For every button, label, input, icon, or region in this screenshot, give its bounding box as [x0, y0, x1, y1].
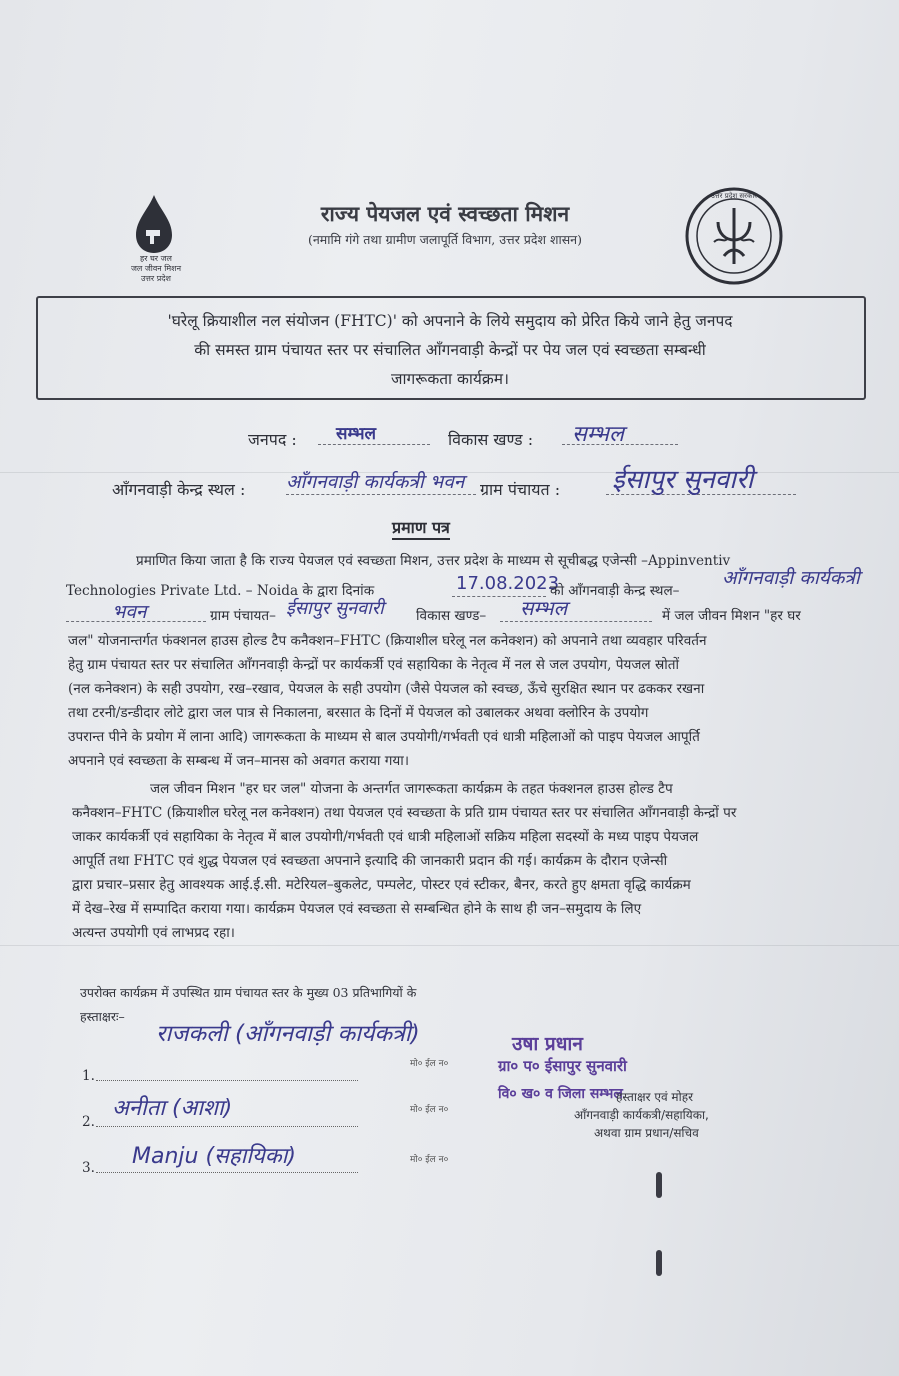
gram-label: ग्राम पंचायत : — [480, 480, 561, 499]
para2-line-6: में देख–रेख में सम्पादित कराया गया। कार्यक्रम पेयजल एवं स्वच्छता से सम्बन्धित होने के साथ ही जन–समुदाय के लिए — [72, 901, 642, 917]
seal-text: उत्तर प्रदेश सरकार — [710, 192, 758, 200]
har-ghar-jal-logo — [118, 190, 208, 283]
kendra-value: आँगनवाड़ी कार्यकत्री भवन — [286, 471, 465, 493]
banner-line-3: जागरूकता कार्यक्रम। — [391, 370, 509, 388]
vikas-khand-label: विकास खण्ड : — [448, 430, 534, 449]
sig-row-1-num: 1. — [82, 1068, 95, 1084]
para1-line-9: अपनाने एवं स्वच्छता के सम्बन्ध में जन–मानस को अवगत कराया गया। — [68, 753, 409, 769]
banner-line-2: की समस्त ग्राम पंचायत स्तर पर संचालित आँगनवाड़ी केन्द्रों पर पेय जल एवं स्वच्छता सम्बन्धी — [194, 341, 706, 359]
punch-hole-1 — [656, 1172, 662, 1198]
logo-left-line-1: हर घर जल — [140, 254, 172, 263]
logo-left-line-2: जल जीवन मिशन — [130, 264, 182, 273]
para1-line-2a: Technologies Private Ltd. – Noida के द्वारा दिनांक — [66, 583, 375, 599]
stamp-line-3: वि० ख० व जिला सम्भल — [498, 1086, 623, 1102]
sig-row-3-num: 3. — [82, 1160, 95, 1176]
para2-line-3: जाकर कार्यकर्त्री एवं सहायिका के नेतृत्व में बाल उपयोगी/गर्भवती एवं धात्री महिलाओं सक्रिय महिला सदस्यों के मध्य पाइप पेयजल — [72, 829, 699, 845]
signatures-intro-2: हस्ताक्षरः– — [80, 1009, 125, 1024]
kendra-handwritten: आँगनवाड़ी कार्यकत्री — [722, 567, 860, 589]
para1-line-3-end: में जल जीवन मिशन "हर घर — [662, 608, 801, 624]
up-government-seal — [684, 186, 784, 286]
signer-line-1: हस्ताक्षर एवं मोहर — [616, 1090, 694, 1104]
sig-row-2-num: 2. — [82, 1114, 95, 1130]
kendra-label: आँगनवाड़ी केन्द्र स्थल : — [112, 480, 246, 499]
para2-line-7: अत्यन्त उपयोगी एवं लाभप्रद रहा। — [72, 925, 235, 941]
para1-line-4: जल" योजनान्तर्गत फंक्शनल हाउस होल्ड टैप कनैक्शन–FHTC (क्रियाशील घरेलू नल कनेक्शन) को अपनाने तथा व्यवहार परिवर्तन — [68, 633, 707, 649]
janpad-label: जनपद : — [248, 430, 297, 449]
gram-value: ईसापुर सुनवारी — [612, 465, 754, 495]
program-banner-text — [60, 307, 840, 394]
banner-line-1: 'घरेलू क्रियाशील नल संयोजन (FHTC)' को अपनाने के लिये समुदाय को प्रेरित किये जाने हेतु जनपद — [167, 312, 733, 330]
para1-line-2b: को आँगनवाड़ी केन्द्र स्थल– — [550, 583, 680, 599]
stamp-line-1: उषा प्रधान — [512, 1033, 583, 1055]
para2-line-1: जल जीवन मिशन "हर घर जल" योजना के अन्तर्गत जागरूकता कार्यक्रम के तहत फंक्शनल हाउस होल्ड टैप — [150, 781, 673, 797]
para2-line-4: आपूर्ति तथा FHTC एवं शुद्ध पेयजल एवं स्वच्छता अपनाने इत्यादि की जानकारी प्रदान की गई। कार्यक्रम के दौरान एजेन्सी — [72, 853, 668, 869]
punch-hole-2 — [656, 1250, 662, 1276]
para1-khand-label: विकास खण्ड– — [416, 608, 487, 624]
sig-row-1-mobile: मो० ईल न० — [410, 1059, 449, 1069]
page-title: राज्य पेयजल एवं स्वच्छता मिशन — [320, 201, 570, 226]
para1-line-7: तथा टरनी/डन्डीदार लोटे द्वारा जल पात्र से निकालना, बरसात के दिनों में पेयजल को उबालकर अथवा क्लोरिन के उपयोग — [68, 705, 649, 721]
para1-line-1: प्रमाणित किया जाता है कि राज्य पेयजल एवं स्वच्छता मिशन, उत्तर प्रदेश के माध्यम से सूचीबद्ध एजेन्सी –Appinventiv — [136, 553, 731, 569]
para1-line-5: हेतु ग्राम पंचायत स्तर पर संचालित आँगनवाड़ी केन्द्रों पर कार्यकर्त्री एवं सहायिका के नेतृत्व में नल से जल उपयोग, पेयजल स्रोतों — [68, 657, 680, 673]
para1-gram-label: ग्राम पंचायत– — [210, 608, 276, 624]
certificate-heading: प्रमाण पत्र — [392, 516, 450, 540]
khand-handwritten: सम्भल — [520, 596, 568, 620]
para1-line-8: उपरान्त पीने के प्रयोग में लाना आदि) जागरूकता के माध्यम से बाल उपयोगी/गर्भवती एवं धात्री महिलाओं को पाइप पेयजल आपूर्ति — [68, 729, 700, 745]
para2-line-5: द्वारा प्रचार–प्रसार हेतु आवश्यक आई.ई.सी. मटेरियल–बुकलेट, पम्पलेट, पोस्टर एवं स्टीकर, बैनर, करते हुए क्षमता वृद्धि कार्यक्रम — [72, 877, 691, 893]
signer-line-2: आँगनवाड़ी कार्यकत्री/सहायिका, — [574, 1108, 709, 1122]
bhavan-handwritten: भवन — [112, 601, 147, 623]
para2-line-2: कनैक्शन–FHTC (क्रियाशील घरेलू नल कनेक्शन) तथा पेयजल एवं स्वच्छता के प्रति ग्राम पंचायत स्तर पर संचालित आँगनवाड़ी केन्द्रों पर — [72, 805, 737, 821]
signature-header-handwriting: राजकली (आँगनवाड़ी कार्यकत्री) — [156, 1021, 420, 1047]
sig-row-3-hw: Manju (सहायिका) — [132, 1144, 296, 1169]
gram-handwritten: ईसापुर सुनवारी — [286, 598, 384, 619]
logo-left-line-3: उत्तर प्रदेश — [141, 274, 171, 283]
vikas-khand-value: सम्भल — [572, 422, 624, 447]
sig-row-2-mobile: मो० ईल न० — [410, 1105, 449, 1115]
page-subtitle: (नमामि गंगे तथा ग्रामीण जलापूर्ति विभाग, उत्तर प्रदेश शासन) — [307, 232, 582, 247]
sig-row-2-hw: अनीता (आशा) — [112, 1096, 233, 1121]
sig-row-3-mobile: मो० ईल न० — [410, 1155, 449, 1165]
stamp-line-2: ग्रा० प० ईसापुर सुनवारी — [498, 1057, 627, 1075]
date-value: 17.08.2023 — [456, 573, 560, 594]
signer-line-3: अथवा ग्राम प्रधान/सचिव — [594, 1126, 699, 1140]
para1-line-6: (नल कनेक्शन) के सही उपयोग, रख–रखाव, पेयजल के सही उपयोग (जैसे पेयजल को स्वच्छ, ऊँचे सुरक्षित स्थान पर ढककर रखना — [68, 681, 705, 697]
signatures-intro-1: उपरोक्त कार्यक्रम में उपस्थित ग्राम पंचायत स्तर के मुख्य 03 प्रतिभागियों के — [80, 985, 417, 1000]
janpad-value: सम्भल — [336, 424, 377, 444]
